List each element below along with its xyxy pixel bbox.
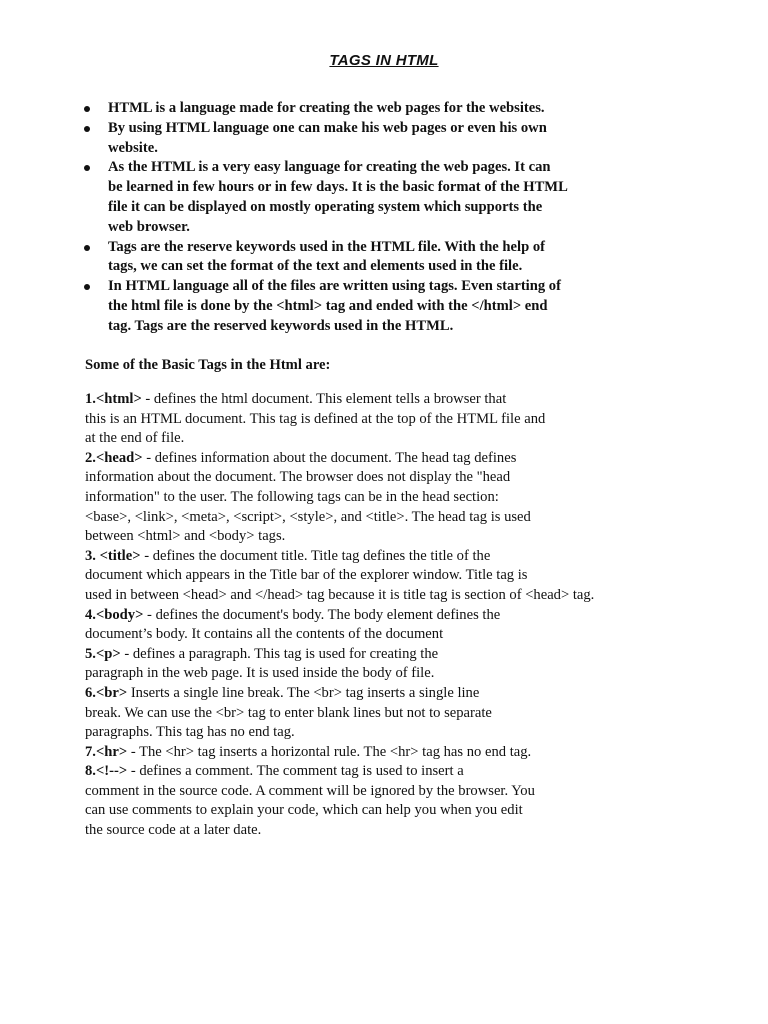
bullet-text-line: HTML is a language made for creating the web pages for the websites. [108, 100, 545, 116]
tag-keyword: 8.<!--> [85, 763, 128, 780]
tag-definitions [85, 390, 725, 841]
tag-keyword: 7.<hr> [85, 743, 128, 760]
tag-text-line [85, 762, 725, 782]
bullet-text-line: the html file is done by the <html> tag and ended with the </html> end [108, 297, 548, 314]
tag-definition [85, 606, 725, 645]
tag-text-line: this is an HTML document. This tag is defined at the top of the HTML file and [85, 410, 546, 427]
tag-text-line: the source code at a later date. [85, 822, 262, 839]
bullet-dot-icon [84, 165, 90, 171]
tag-keyword: 3. <title> [85, 547, 141, 564]
tag-definition [85, 449, 725, 547]
tag-description: - defines information about the document. The head tag defines [142, 449, 517, 466]
bullet-item [84, 238, 664, 278]
bullet-dot-icon [84, 245, 90, 251]
bullet-item [84, 158, 664, 237]
tag-text-line [85, 449, 725, 469]
tag-text-line: comment in the source code. A comment will be ignored by the browser. You [85, 782, 535, 799]
tag-text-line: break. We can use the <br> tag to enter blank lines but not to separate [85, 704, 492, 721]
tag-text-line: information about the document. The browser does not display the "head [85, 469, 511, 486]
bullet-dot-icon [84, 126, 90, 132]
tag-text-line: paragraph in the web page. It is used inside the body of file. [85, 665, 435, 682]
tag-description: - defines the html document. This element tells a browser that [141, 391, 507, 407]
tag-text-line: between <html> and <body> tags. [85, 528, 286, 545]
bullet-dot-icon [84, 284, 90, 290]
bullet-list [84, 99, 664, 337]
bullet-text-line: tag. Tags are the reserved keywords used in the HTML. [108, 317, 454, 334]
tag-text-line [85, 645, 725, 665]
bullet-text-line: website. [108, 139, 158, 156]
tag-text-line [85, 684, 725, 704]
tag-definition [85, 684, 725, 743]
tag-definition [85, 762, 725, 840]
tag-text-line: document’s body. It contains all the contents of the document [85, 626, 444, 643]
bullet-dot-icon [84, 106, 90, 112]
tag-description: - defines a paragraph. This tag is used for creating the [120, 645, 439, 662]
bullet-text-line: web browser. [108, 218, 190, 235]
tag-keyword: 5.<p> [85, 645, 121, 662]
tag-keyword: 2.<head> [85, 449, 143, 466]
tag-text-line: paragraphs. This tag has no end tag. [85, 724, 295, 741]
bullet-text-line: Tags are the reserve keywords used in the HTML file. With the help of [108, 238, 546, 255]
bullet-item [84, 99, 664, 119]
tag-text-line [85, 606, 725, 626]
tag-definition [85, 645, 725, 684]
tag-text-line: information" to the user. The following tags can be in the head section: [85, 488, 499, 505]
tag-description: - defines a comment. The comment tag is used to insert a [127, 763, 464, 780]
tag-text-line: document which appears in the Title bar of the explorer window. Title tag is [85, 567, 528, 584]
tag-description: Inserts a single line break. The <br> tag inserts a single line [127, 684, 480, 701]
bullet-item [84, 277, 664, 336]
bullet-text-line: tags, we can set the format of the text and elements used in the file. [108, 258, 523, 275]
bullet-text-line: file it can be displayed on mostly operating system which supports the [108, 198, 543, 215]
tag-keyword: 4.<body> [85, 606, 144, 623]
tag-definition [85, 390, 725, 449]
tag-text-line [85, 547, 725, 567]
section-heading: Some of the Basic Tags in the Html are: [85, 357, 331, 373]
tag-text-line [85, 743, 725, 763]
tag-description: - defines the document title. Title tag defines the title of the [140, 547, 491, 564]
bullet-text-line: As the HTML is a very easy language for creating the web pages. It can [108, 159, 551, 176]
tag-text-line: at the end of file. [85, 430, 185, 447]
tag-text-line: can use comments to explain your code, which can help you when you edit [85, 802, 523, 819]
document-title: TAGS IN HTML [329, 52, 439, 69]
bullet-text-line: By using HTML language one can make his web pages or even his own [108, 119, 547, 136]
tag-text-line: used in between <head> and </head> tag because it is title tag is section of <head> tag. [85, 586, 595, 603]
tag-description: - defines the document's body. The body element defines the [143, 606, 501, 623]
tag-definition [85, 743, 725, 763]
bullet-text-line: be learned in few hours or in few days. It is the basic format of the HTML [108, 179, 568, 196]
tag-text-line [85, 390, 725, 410]
bullet-text-line: In HTML language all of the files are written using tags. Even starting of [108, 278, 561, 295]
bullet-item [84, 119, 664, 159]
tag-description: - The <hr> tag inserts a horizontal rule. The <hr> tag has no end tag. [127, 743, 532, 760]
tag-keyword: 6.<br> [85, 684, 128, 701]
tag-text-line: <base>, <link>, <meta>, <script>, <style>, and <title>. The head tag is used [85, 508, 531, 525]
tag-definition [85, 547, 725, 606]
tag-keyword: 1.<html> [85, 391, 142, 407]
